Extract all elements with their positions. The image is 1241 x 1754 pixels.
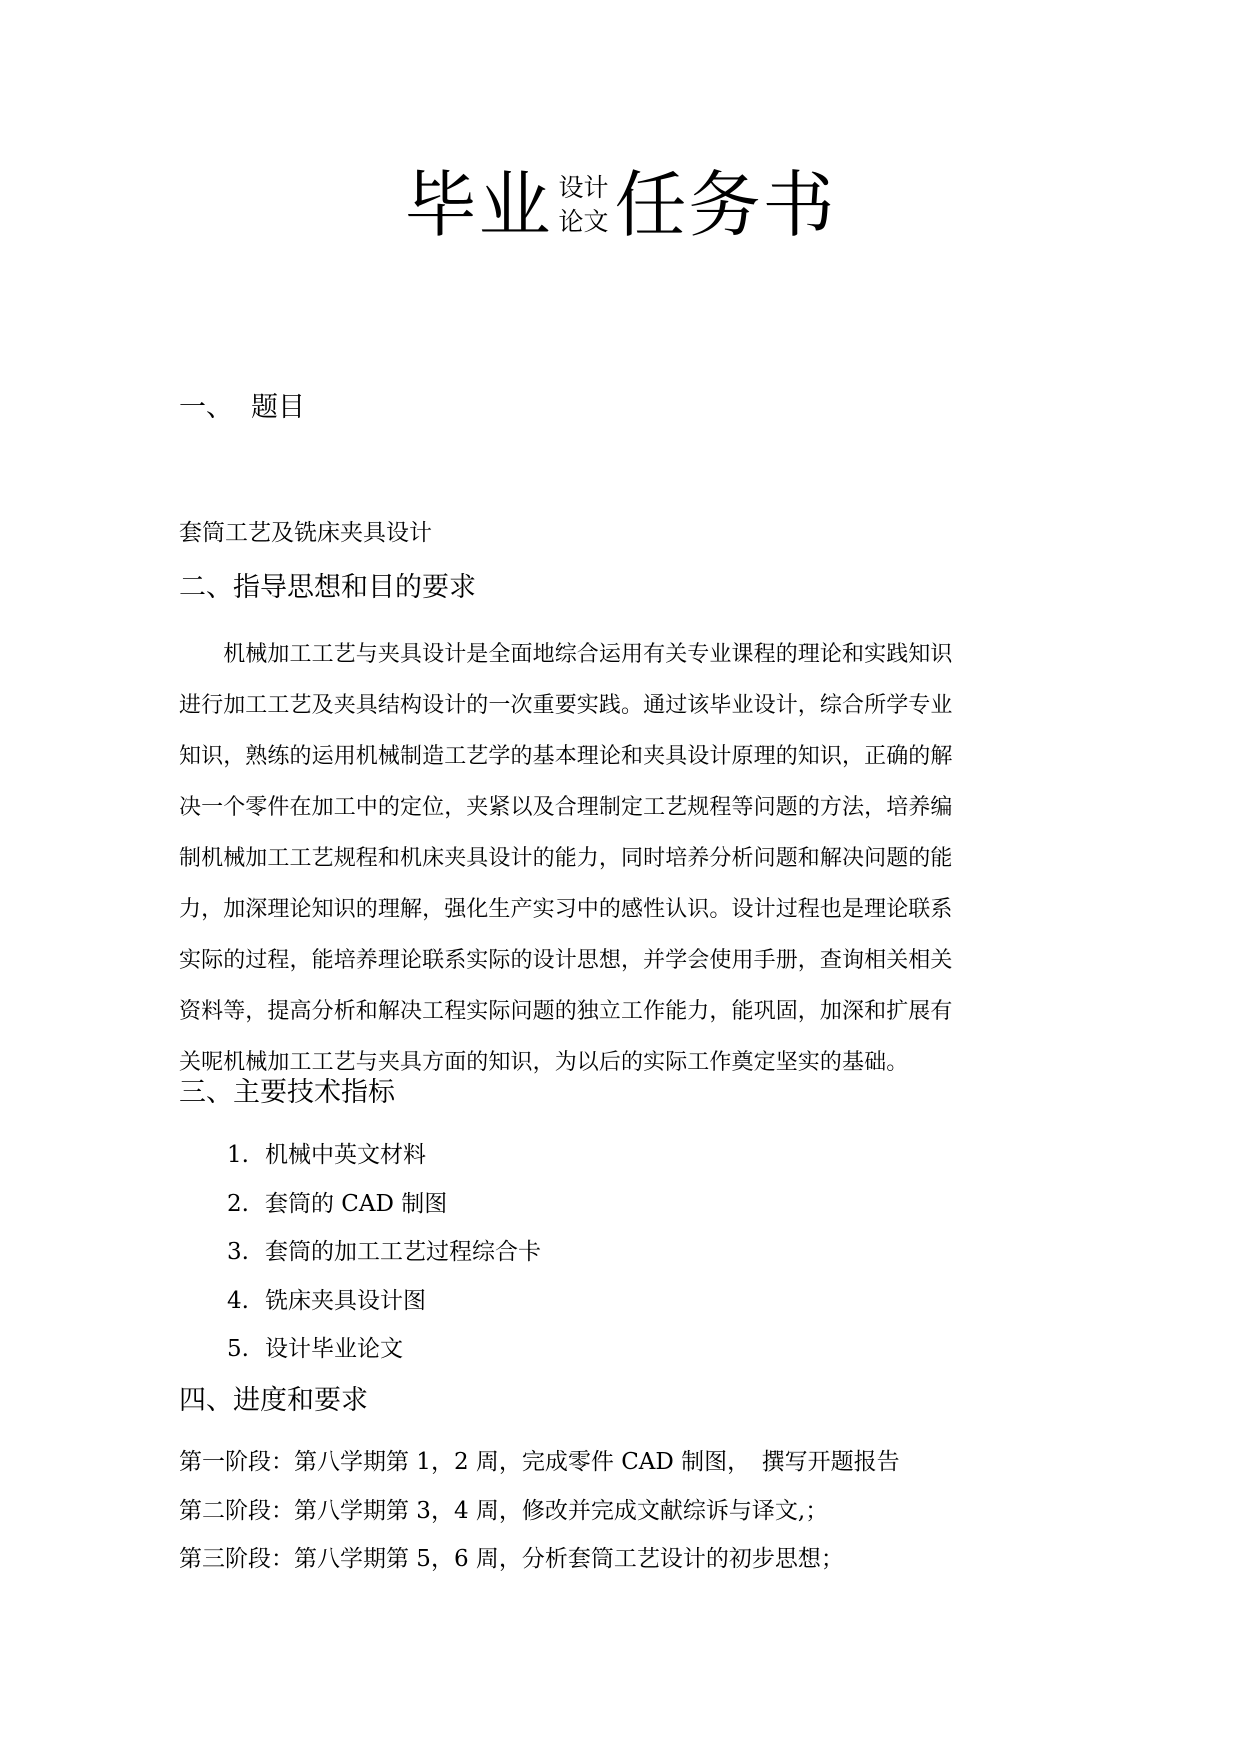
paragraph-line: 力，加深理论知识的理解，强化生产实习中的感性认识。设计过程也是理论联系	[179, 897, 953, 922]
paragraph-line: 资料等，提高分析和解决工程实际问题的独立工作能力，能巩固，加深和扩展有	[179, 999, 953, 1024]
paragraph-line: 实际的过程，能培养理论联系实际的设计思想，并学会使用手册，查询相关相关	[179, 948, 953, 973]
schedule-row: 第一阶段：第八学期第 1，2 周，完成零件 CAD 制图， 撰写开题报告	[179, 1449, 900, 1475]
section-4-number: 四、	[179, 1385, 233, 1416]
section-1-label: 题目	[251, 392, 305, 423]
list-item-text: 套筒的加工工艺过程综合卡	[265, 1239, 541, 1265]
section-3-label: 主要技术指标	[233, 1077, 395, 1108]
section-2-number: 二、	[179, 572, 233, 603]
list-item	[227, 1277, 541, 1326]
schedule-row: 第二阶段：第八学期第 3，4 周，修改并完成文献综诉与译文,；	[179, 1497, 829, 1524]
list-item	[227, 1228, 541, 1277]
title-stack-bottom: 论文	[558, 207, 609, 236]
list-item-number: 1.	[227, 1142, 249, 1168]
list-item-number: 2.	[227, 1190, 249, 1217]
list-item-text: 机械中英文材料	[265, 1142, 426, 1168]
schedule-list	[179, 1438, 900, 1584]
title-right: 任务书	[614, 163, 837, 247]
section-2-label: 指导思想和目的要求	[233, 572, 476, 603]
paragraph-line: 关呢机械加工工艺与夹具方面的知识，为以后的实际工作奠定坚实的基础。	[179, 1050, 909, 1075]
list-item-text: 铣床夹具设计图	[265, 1287, 426, 1314]
technical-indicators-list	[227, 1131, 541, 1374]
paragraph-line: 制机械加工工艺规程和机床夹具设计的能力，同时培养分析问题和解决问题的能	[179, 846, 953, 871]
section-1-number: 一、	[179, 392, 233, 423]
section-3-number: 三、	[179, 1077, 233, 1108]
section-1-heading	[179, 390, 305, 426]
section-1-content: 套筒工艺及铣床夹具设计	[179, 520, 432, 546]
paragraph-line: 决一个零件在加工中的定位，夹紧以及合理制定工艺规程等问题的方法，培养编	[179, 795, 953, 820]
title-stack	[558, 171, 608, 239]
paragraph-line: 机械加工工艺与夹具设计是全面地综合运用有关专业课程的理论和实践知识	[179, 642, 953, 667]
section-4-heading	[179, 1383, 368, 1419]
section-2-heading	[179, 570, 476, 606]
paragraph-line: 进行加工工艺及夹具结构设计的一次重要实践。通过该毕业设计，综合所学专业	[179, 693, 953, 718]
list-item	[227, 1131, 541, 1180]
document-title	[0, 155, 1241, 255]
schedule-row: 第三阶段：第八学期第 5，6 周，分析套筒工艺设计的初步思想；	[179, 1546, 844, 1572]
list-item-text: 设计毕业论文	[265, 1336, 403, 1362]
list-item-number: 4.	[227, 1287, 249, 1314]
section-3-heading	[179, 1075, 395, 1111]
list-item-number: 5.	[227, 1336, 249, 1362]
list-item-number: 3.	[227, 1239, 249, 1265]
section-2-paragraph	[179, 629, 1059, 1088]
list-item	[227, 1180, 541, 1229]
title-left: 毕业	[404, 163, 553, 247]
list-item	[227, 1325, 541, 1374]
paragraph-line: 知识，熟练的运用机械制造工艺学的基本理论和夹具设计原理的知识，正确的解	[179, 744, 953, 769]
list-item-text: 套筒的 CAD 制图	[265, 1190, 448, 1217]
section-4-label: 进度和要求	[233, 1385, 368, 1416]
title-stack-top: 设计	[558, 173, 609, 202]
